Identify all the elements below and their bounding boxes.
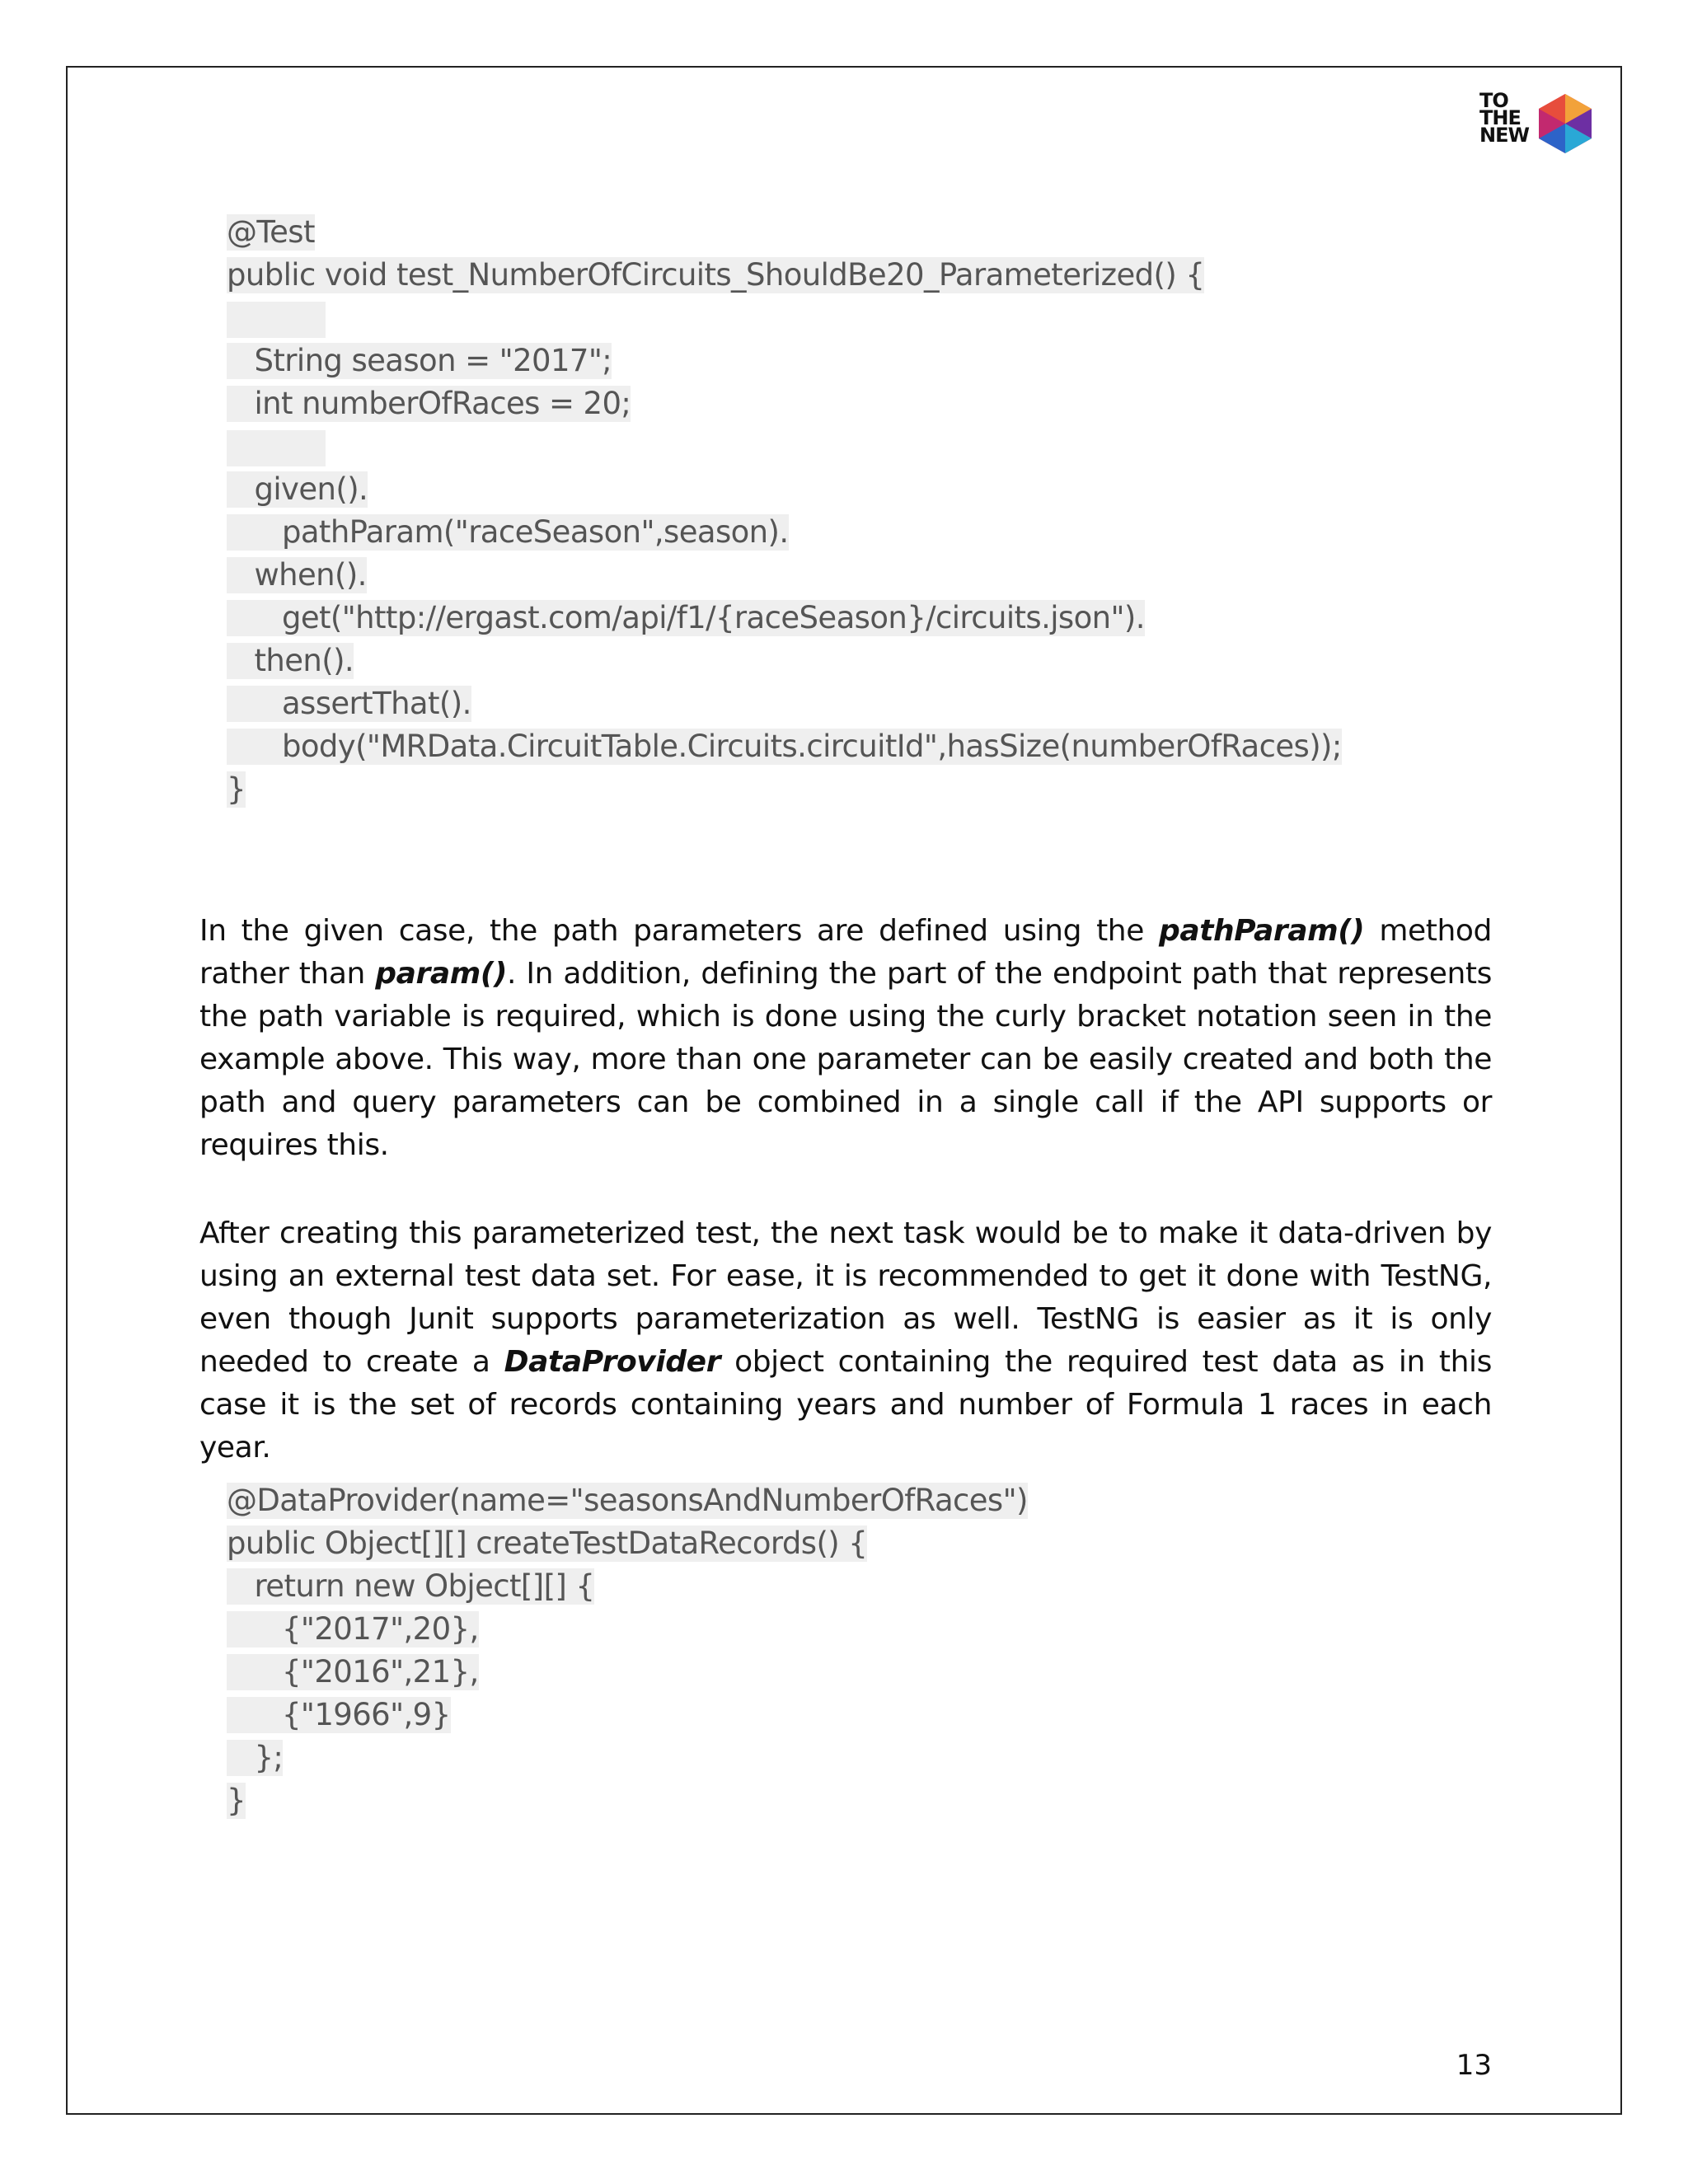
code-line: body("MRData.CircuitTable.Circuits.circuitId",hasSize(numberOfRaces));	[227, 729, 1342, 764]
logo-line-2: THE	[1479, 106, 1521, 129]
code-line-blank	[227, 425, 1342, 468]
code-line: @Test	[227, 214, 315, 250]
code-line: then().	[227, 643, 354, 678]
bold-term-pathparam: pathParam()	[1158, 914, 1365, 948]
code-line: given().	[227, 471, 368, 507]
bold-term-param: param()	[375, 957, 508, 991]
code-line: assertThat().	[227, 686, 471, 721]
code-line: };	[227, 1740, 284, 1775]
logo-gem-icon	[1534, 92, 1597, 155]
code-block-data-provider	[227, 1479, 1028, 1822]
code-line: when().	[227, 557, 367, 593]
code-line: {"1966",9}	[227, 1697, 451, 1732]
code-line: @DataProvider(name="seasonsAndNumberOfRaces")	[227, 1483, 1028, 1518]
code-line: public void test_NumberOfCircuits_ShouldBe20_Parameterized() {	[227, 257, 1205, 293]
code-line: }	[227, 1783, 246, 1818]
bold-term-dataprovider: DataProvider	[504, 1345, 721, 1379]
code-line: String season = "2017";	[227, 343, 612, 378]
code-line: get("http://ergast.com/api/f1/{raceSeason}/circuits.json").	[227, 600, 1145, 635]
code-line-blank	[227, 297, 1342, 340]
code-line: {"2017",20},	[227, 1611, 479, 1647]
code-line: {"2016",21},	[227, 1654, 479, 1690]
logo-wordmark	[1479, 89, 1529, 147]
code-line: return new Object[][] {	[227, 1568, 595, 1604]
code-line: }	[227, 771, 246, 807]
logo-line-3: NEW	[1479, 124, 1529, 147]
code-block-test-method	[227, 211, 1342, 811]
code-line: int numberOfRaces = 20;	[227, 386, 631, 421]
company-logo	[1479, 89, 1603, 155]
page-number: 13	[1456, 2049, 1492, 2082]
code-line: pathParam("raceSeason",season).	[227, 514, 789, 550]
logo-line-1: TO	[1479, 89, 1508, 112]
body-paragraph-path-params: In the given case, the path parameters are defined using the pathParam() method rather than param(). In addition, defining the part of the endpoint path that represents the path variable is required, which is done using the curly bracket notation seen in the example above. This way, more than one parameter can be easily created and both the path and query parameters can be combined in a single call if the API supports or requires this.	[199, 914, 1493, 1162]
code-line: public Object[][] createTestDataRecords() {	[227, 1526, 868, 1561]
body-paragraph-data-driven: After creating this parameterized test, the next task would be to make it data-driven by using an external test data set. For ease, it is recommended to get it done with TestNG, even though Junit supports parameterization as well. TestNG is easier as it is only needed to create a DataProvider object containing the required test data as in this case it is the set of records containing years and number of Formula 1 races in each year.	[199, 1216, 1493, 1465]
